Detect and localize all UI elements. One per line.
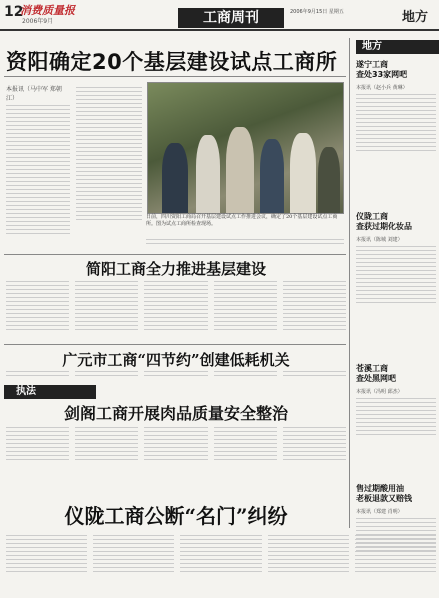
photo-caption: 日前，四川资阳工商局召开基层建设试点工作推进会议，确定了20个基层建设试点工商所。图为试点工商所检查现场。: [146, 214, 338, 227]
sidebar-body-2: [356, 236, 436, 356]
sidebar-byline: 本报讯（冯明 邱杰）: [356, 389, 403, 395]
sidebar-item-title: 售过期酸用油: [356, 484, 404, 493]
jianyang-body: [6, 278, 346, 333]
sidebar-item-subtitle: 查处黑网吧: [356, 374, 396, 383]
article-column-2: [76, 84, 142, 223]
sidebar-divider: [349, 38, 350, 528]
sidebar-item-yilong: [356, 212, 436, 232]
subhead-yilong: 仪陇工商公断“名门”纠纷: [64, 504, 288, 528]
newspaper-date: 2006年9月: [22, 18, 54, 25]
sidebar-body-1: [356, 84, 436, 204]
subhead-jianyang: 简阳工商全力推进基层建设: [85, 260, 266, 278]
sidebar-byline: 本报讯（陈城 刘建）: [356, 237, 403, 243]
headline-rule: [4, 76, 346, 77]
jiange-body: [6, 424, 346, 463]
sidebar-item-cangxi: [356, 364, 436, 384]
newspaper-name: 消费质量报: [20, 4, 75, 17]
sidebar-item-expired-oil: [356, 484, 436, 504]
sidebar-item-subtitle: 老板退款又赔钱: [356, 494, 412, 503]
header-rule: [0, 29, 439, 31]
subhead-guangyuan: 广元市工商“四节约”创建低耗机关: [62, 351, 290, 369]
sidebar-byline: 本报讯（赵小兵 黄琳）: [356, 85, 408, 91]
article-column-3: [146, 236, 344, 247]
sidebar-item-suining: [356, 60, 436, 80]
main-headline: 资阳确定20个基层建设试点工商所: [6, 50, 338, 74]
sidebar-title: 地方: [356, 40, 439, 54]
sidebar-item-subtitle: 查获过期化妆品: [356, 222, 412, 231]
subhead-jiange: 剑阁工商开展肉品质量安全整治: [63, 404, 288, 423]
sidebar-body-3: [356, 388, 436, 478]
article-column-1: [6, 84, 70, 237]
section-rule-2: [4, 344, 346, 345]
section-rule: [4, 254, 346, 255]
sidebar-item-title: 苍溪工商: [356, 364, 388, 373]
enforcement-tag: 执法: [4, 385, 96, 399]
sidebar-item-subtitle: 查处33家网吧: [356, 70, 408, 79]
guangyuan-body: [6, 368, 346, 379]
section-label: 地方: [402, 10, 429, 25]
sidebar-item-title: 遂宁工商: [356, 60, 388, 69]
sidebar-body-4: [356, 508, 436, 594]
column-title: 工商周刊: [178, 8, 284, 28]
sidebar-byline: 本报讯（郑建 肖明）: [356, 509, 403, 515]
edition-info: 2006年9月15日 星期五: [290, 9, 344, 15]
page-number: 12: [4, 4, 24, 20]
news-photo: [147, 82, 344, 214]
article-byline: 本报讯（马中军 郑朝江）: [6, 86, 62, 102]
sidebar-item-title: 仪陇工商: [356, 212, 388, 221]
